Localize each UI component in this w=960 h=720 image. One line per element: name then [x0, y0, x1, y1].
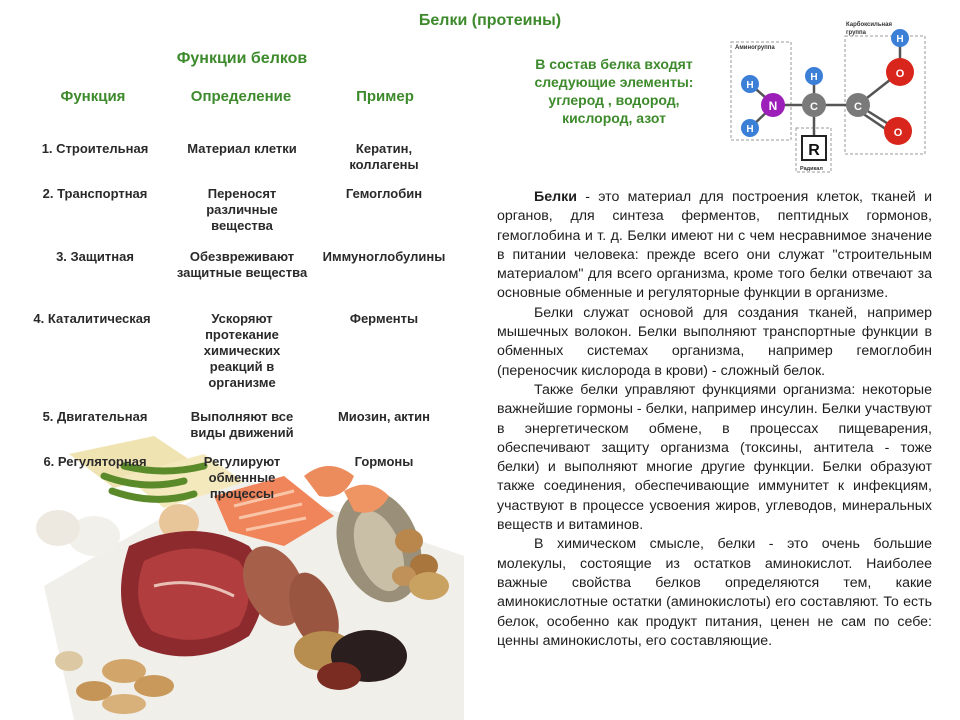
- amino-group-label: Аминогруппа: [735, 45, 775, 51]
- carbon-atom: C: [810, 101, 818, 113]
- table-cell-example: Иммуноглобулины: [322, 249, 446, 264]
- table-cell-example: Гормоны: [354, 454, 414, 469]
- protein-term: Белки: [534, 189, 577, 205]
- paragraph-2: Белки служат основой для создания тканей, например мышечных волокон. Белки выполняют транспортные функции в обменных системах организма, например гемоглобин (переносчик кислорода в крови) - сложный белок.: [497, 304, 932, 379]
- carboxyl-group-label: Карбоксильная: [846, 22, 893, 28]
- table-cell-example: Миозин, актин: [337, 409, 431, 424]
- hydrogen-atom: H: [896, 34, 904, 45]
- paragraph-1: [497, 188, 932, 304]
- table-cell-example: Кератин, коллагены: [349, 141, 419, 172]
- body-text: [497, 188, 932, 651]
- table-cell-function: 2. Транспортная: [42, 186, 148, 201]
- table-header-function: Функция: [60, 88, 126, 105]
- table-cell-definition: Регулируют обменные процессы: [203, 454, 281, 501]
- nitrogen-atom: N: [768, 99, 778, 113]
- table-cell-function: 4. Каталитическая: [33, 311, 151, 326]
- amino-acid-diagram: [728, 16, 928, 176]
- table-header-example: Пример: [356, 88, 414, 105]
- table-title: Функции белков: [176, 50, 308, 67]
- radical-label: Радикал: [800, 166, 823, 172]
- oxygen-atom: O: [893, 127, 903, 139]
- page-title: Белки (протеины): [418, 12, 562, 29]
- table-cell-example: Ферменты: [349, 311, 419, 326]
- hydrogen-atom: H: [810, 72, 818, 83]
- table-cell-definition: Переносят различные вещества: [206, 186, 278, 233]
- carboxyl-group-label-2: группа: [846, 30, 867, 36]
- table-header-definition: Определение: [190, 88, 292, 105]
- hydrogen-atom: H: [746, 124, 754, 135]
- paragraph-3: Также белки управляют функциями организма: некоторые важнейшие гормоны - белки, например инсулин. Белки участвуют в энергетическом обмене, в процессах пищеварения, обеспечивают защиту организма (токсины, антитела - тоже белки) и выполняют многие другие функции. Белки образуют также соединения, обеспечивающие иммунитет к инфекциям, участвуют в процессе усвоения жиров, углеводов, минеральных веществ и витаминов.: [497, 381, 932, 534]
- hydrogen-atom: H: [746, 80, 754, 91]
- table-cell-function: 1. Строительная: [41, 141, 149, 156]
- table-cell-function: 3. Защитная: [56, 249, 134, 264]
- table-cell-function: 6. Регуляторная: [43, 454, 147, 469]
- radical-symbol: R: [808, 142, 820, 159]
- table-cell-definition: Ускоряют протекание химических реакций в организме: [203, 311, 281, 390]
- table-cell-function: 5. Двигательная: [42, 409, 148, 424]
- paragraph-1-text: - это материал для построения клеток, тканей и органов, для синтеза ферментов, пептидных гормонов, гемоглобина и т. д. Белки имеют ни с чем несравнимое значение в питании человека: прежде всего они служат "строительным материалом" для всего организма, кроме того белки отвечают за основные обменные и регуляторные функции в организме.: [497, 189, 932, 302]
- carbon-atom: C: [854, 101, 862, 113]
- elements-note: В состав белка входят следующие элементы: углерод , водород, кислород, азот: [534, 56, 694, 126]
- table-cell-definition: Материал клетки: [187, 141, 297, 156]
- table-cell-definition: Обезвреживают защитные вещества: [176, 249, 308, 280]
- table-cell-example: Гемоглобин: [345, 186, 423, 201]
- paragraph-4: В химическом смысле, белки - это очень большие молекулы, состоящие из остатков аминокислот. Наиболее важные свойства белков определяются тем, какие аминокислотные остатки (аминокислоты) его составляют. То есть белок, особенно как продукт питания, ценен не сам по себе: ценны аминокислоты, его составляющие.: [497, 536, 932, 649]
- oxygen-atom: O: [895, 68, 905, 80]
- table-cell-definition: Выполняют все виды движений: [190, 409, 294, 440]
